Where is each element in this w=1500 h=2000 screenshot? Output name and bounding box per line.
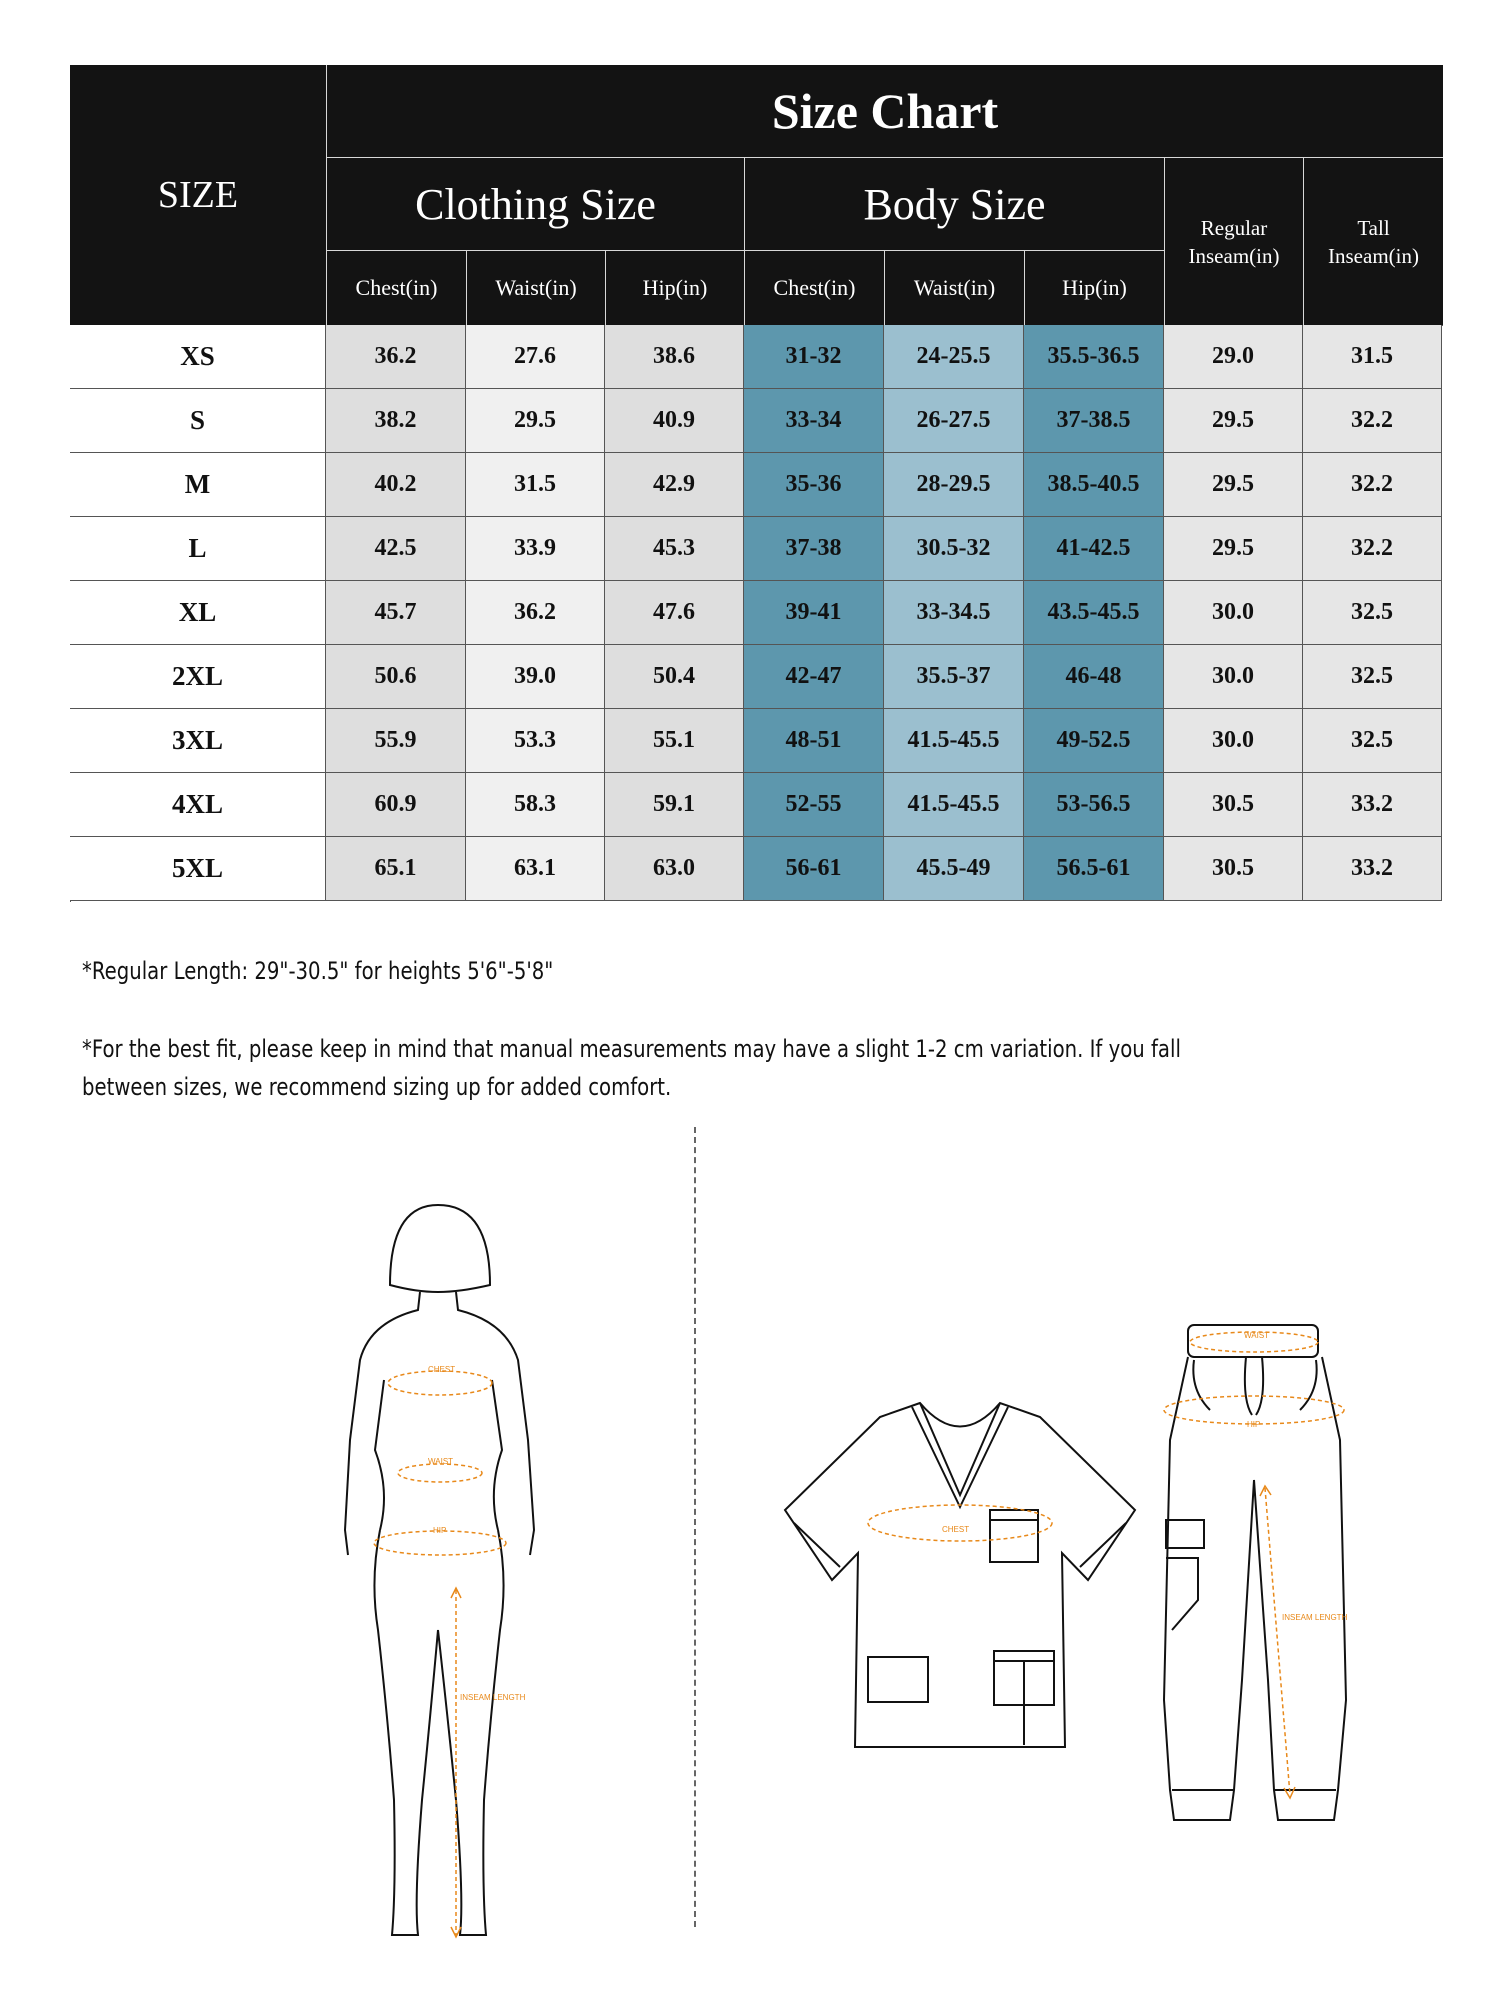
body-hip-header: Hip(in) xyxy=(1025,251,1164,325)
table-cell-tall: 32.2 xyxy=(1303,517,1442,581)
table-cell-size: XL xyxy=(70,581,326,645)
table-cell-cl-waist: 53.3 xyxy=(466,709,605,773)
table-cell-b-chest: 31-32 xyxy=(744,325,884,389)
pants-hip-label: HIP xyxy=(1247,1420,1261,1429)
header-divider xyxy=(327,157,1443,158)
body-waist-header: Waist(in) xyxy=(885,251,1024,325)
table-cell-b-hip: 49-52.5 xyxy=(1024,709,1164,773)
header-divider xyxy=(1303,158,1304,325)
table-cell-regular: 29.5 xyxy=(1164,517,1303,581)
table-cell-size: 4XL xyxy=(70,773,326,837)
table-cell-regular: 30.0 xyxy=(1164,581,1303,645)
table-cell-cl-hip: 63.0 xyxy=(605,837,744,901)
table-cell-tall: 33.2 xyxy=(1303,837,1442,901)
regular-inseam-header-line1: Regular xyxy=(1200,215,1268,240)
table-cell-cl-hip: 55.1 xyxy=(605,709,744,773)
table-cell-b-chest: 52-55 xyxy=(744,773,884,837)
header-divider xyxy=(327,250,1164,251)
table-cell-b-waist: 41.5-45.5 xyxy=(884,773,1024,837)
table-cell-cl-waist: 63.1 xyxy=(466,837,605,901)
table-cell-tall: 33.2 xyxy=(1303,773,1442,837)
tall-inseam-header-line1: Tall xyxy=(1357,215,1390,240)
table-cell-cl-chest: 45.7 xyxy=(326,581,466,645)
table-cell-b-chest: 42-47 xyxy=(744,645,884,709)
table-cell-size: S xyxy=(70,389,326,453)
clothing-chest-header: Chest(in) xyxy=(327,251,466,325)
tall-inseam-header-line2: Inseam(in) xyxy=(1328,243,1419,268)
clothing-hip-header: Hip(in) xyxy=(606,251,744,325)
table-cell-b-chest: 35-36 xyxy=(744,453,884,517)
table-cell-cl-hip: 38.6 xyxy=(605,325,744,389)
table-cell-cl-waist: 39.0 xyxy=(466,645,605,709)
table-cell-cl-waist: 31.5 xyxy=(466,453,605,517)
table-cell-tall: 32.2 xyxy=(1303,389,1442,453)
scrub-pants-figure xyxy=(1150,1320,1360,1840)
size-chart-table xyxy=(70,65,1443,902)
header-divider xyxy=(884,251,885,325)
table-cell-regular: 29.5 xyxy=(1164,453,1303,517)
body-chest-label: CHEST xyxy=(428,1365,456,1374)
table-cell-regular: 30.5 xyxy=(1164,837,1303,901)
regular-inseam-header-line2: Inseam(in) xyxy=(1188,243,1280,268)
table-cell-b-hip: 37-38.5 xyxy=(1024,389,1164,453)
table-cell-b-waist: 30.5-32 xyxy=(884,517,1024,581)
table-cell-cl-waist: 36.2 xyxy=(466,581,605,645)
table-cell-size: XS xyxy=(70,325,326,389)
body-hip-label: HIP xyxy=(433,1526,447,1535)
pants-inseam-label: INSEAM LENGTH xyxy=(1282,1613,1348,1622)
table-cell-b-waist: 24-25.5 xyxy=(884,325,1024,389)
table-cell-b-chest: 48-51 xyxy=(744,709,884,773)
regular-inseam-header xyxy=(1165,158,1303,325)
table-cell-b-chest: 39-41 xyxy=(744,581,884,645)
table-cell-b-waist: 41.5-45.5 xyxy=(884,709,1024,773)
table-cell-tall: 32.2 xyxy=(1303,453,1442,517)
header-divider xyxy=(744,158,745,325)
table-cell-tall: 32.5 xyxy=(1303,709,1442,773)
table-cell-b-waist: 26-27.5 xyxy=(884,389,1024,453)
illustration-divider xyxy=(694,1127,696,1927)
header-divider xyxy=(1164,158,1165,325)
table-cell-cl-waist: 27.6 xyxy=(466,325,605,389)
table-cell-regular: 30.0 xyxy=(1164,709,1303,773)
table-cell-b-chest: 33-34 xyxy=(744,389,884,453)
table-cell-regular: 29.0 xyxy=(1164,325,1303,389)
table-cell-tall: 32.5 xyxy=(1303,645,1442,709)
regular-length-note: *Regular Length: 29"-30.5" for heights 5'6"-5'8" xyxy=(82,957,554,985)
pants-waist-label: WAIST xyxy=(1244,1331,1270,1340)
table-cell-cl-hip: 45.3 xyxy=(605,517,744,581)
table-cell-cl-hip: 42.9 xyxy=(605,453,744,517)
table-cell-regular: 29.5 xyxy=(1164,389,1303,453)
table-cell-b-waist: 45.5-49 xyxy=(884,837,1024,901)
header-divider xyxy=(326,65,327,325)
clothing-size-group-header: Clothing Size xyxy=(327,158,744,250)
table-cell-cl-chest: 65.1 xyxy=(326,837,466,901)
chart-title: Size Chart xyxy=(327,65,1443,157)
clothing-waist-header: Waist(in) xyxy=(467,251,605,325)
table-cell-b-chest: 56-61 xyxy=(744,837,884,901)
size-column-header: SIZE xyxy=(70,65,326,325)
table-cell-size: 5XL xyxy=(70,837,326,901)
best-fit-note: *For the best fit, please keep in mind that manual measurements may have a slight 1-2 cm variation. If you fall between sizes, we recommend sizing up for added comfort. xyxy=(82,1035,1181,1101)
table-cell-regular: 30.5 xyxy=(1164,773,1303,837)
header-divider xyxy=(1024,251,1025,325)
table-cell-size: 2XL xyxy=(70,645,326,709)
table-cell-cl-hip: 40.9 xyxy=(605,389,744,453)
table-cell-cl-chest: 50.6 xyxy=(326,645,466,709)
table-cell-cl-chest: 55.9 xyxy=(326,709,466,773)
table-body xyxy=(70,325,1443,902)
body-waist-label: WAIST xyxy=(428,1457,454,1466)
table-cell-tall: 31.5 xyxy=(1303,325,1442,389)
table-cell-size: 3XL xyxy=(70,709,326,773)
table-cell-b-waist: 28-29.5 xyxy=(884,453,1024,517)
table-cell-cl-waist: 29.5 xyxy=(466,389,605,453)
table-cell-b-hip: 43.5-45.5 xyxy=(1024,581,1164,645)
tall-inseam-header xyxy=(1304,158,1443,325)
body-measurement-figure xyxy=(330,1200,570,1950)
table-cell-b-hip: 38.5-40.5 xyxy=(1024,453,1164,517)
table-cell-cl-chest: 40.2 xyxy=(326,453,466,517)
table-cell-cl-chest: 38.2 xyxy=(326,389,466,453)
table-cell-b-chest: 37-38 xyxy=(744,517,884,581)
table-cell-cl-chest: 36.2 xyxy=(326,325,466,389)
header-divider xyxy=(605,251,606,325)
scrub-top-figure xyxy=(780,1395,1140,1760)
table-cell-cl-hip: 59.1 xyxy=(605,773,744,837)
table-cell-tall: 32.5 xyxy=(1303,581,1442,645)
table-cell-size: M xyxy=(70,453,326,517)
body-size-group-header: Body Size xyxy=(745,158,1164,250)
table-cell-cl-hip: 50.4 xyxy=(605,645,744,709)
table-cell-b-hip: 46-48 xyxy=(1024,645,1164,709)
table-cell-cl-chest: 60.9 xyxy=(326,773,466,837)
table-cell-b-hip: 41-42.5 xyxy=(1024,517,1164,581)
table-cell-b-hip: 56.5-61 xyxy=(1024,837,1164,901)
table-cell-cl-waist: 58.3 xyxy=(466,773,605,837)
header-divider xyxy=(466,251,467,325)
table-cell-regular: 30.0 xyxy=(1164,645,1303,709)
table-cell-cl-chest: 42.5 xyxy=(326,517,466,581)
table-cell-b-waist: 35.5-37 xyxy=(884,645,1024,709)
body-chest-header: Chest(in) xyxy=(745,251,884,325)
top-chest-label: CHEST xyxy=(942,1525,970,1534)
table-cell-b-hip: 35.5-36.5 xyxy=(1024,325,1164,389)
table-cell-cl-hip: 47.6 xyxy=(605,581,744,645)
table-cell-size: L xyxy=(70,517,326,581)
table-cell-cl-waist: 33.9 xyxy=(466,517,605,581)
table-cell-b-hip: 53-56.5 xyxy=(1024,773,1164,837)
table-cell-b-waist: 33-34.5 xyxy=(884,581,1024,645)
body-inseam-label: INSEAM LENGTH xyxy=(460,1693,526,1702)
